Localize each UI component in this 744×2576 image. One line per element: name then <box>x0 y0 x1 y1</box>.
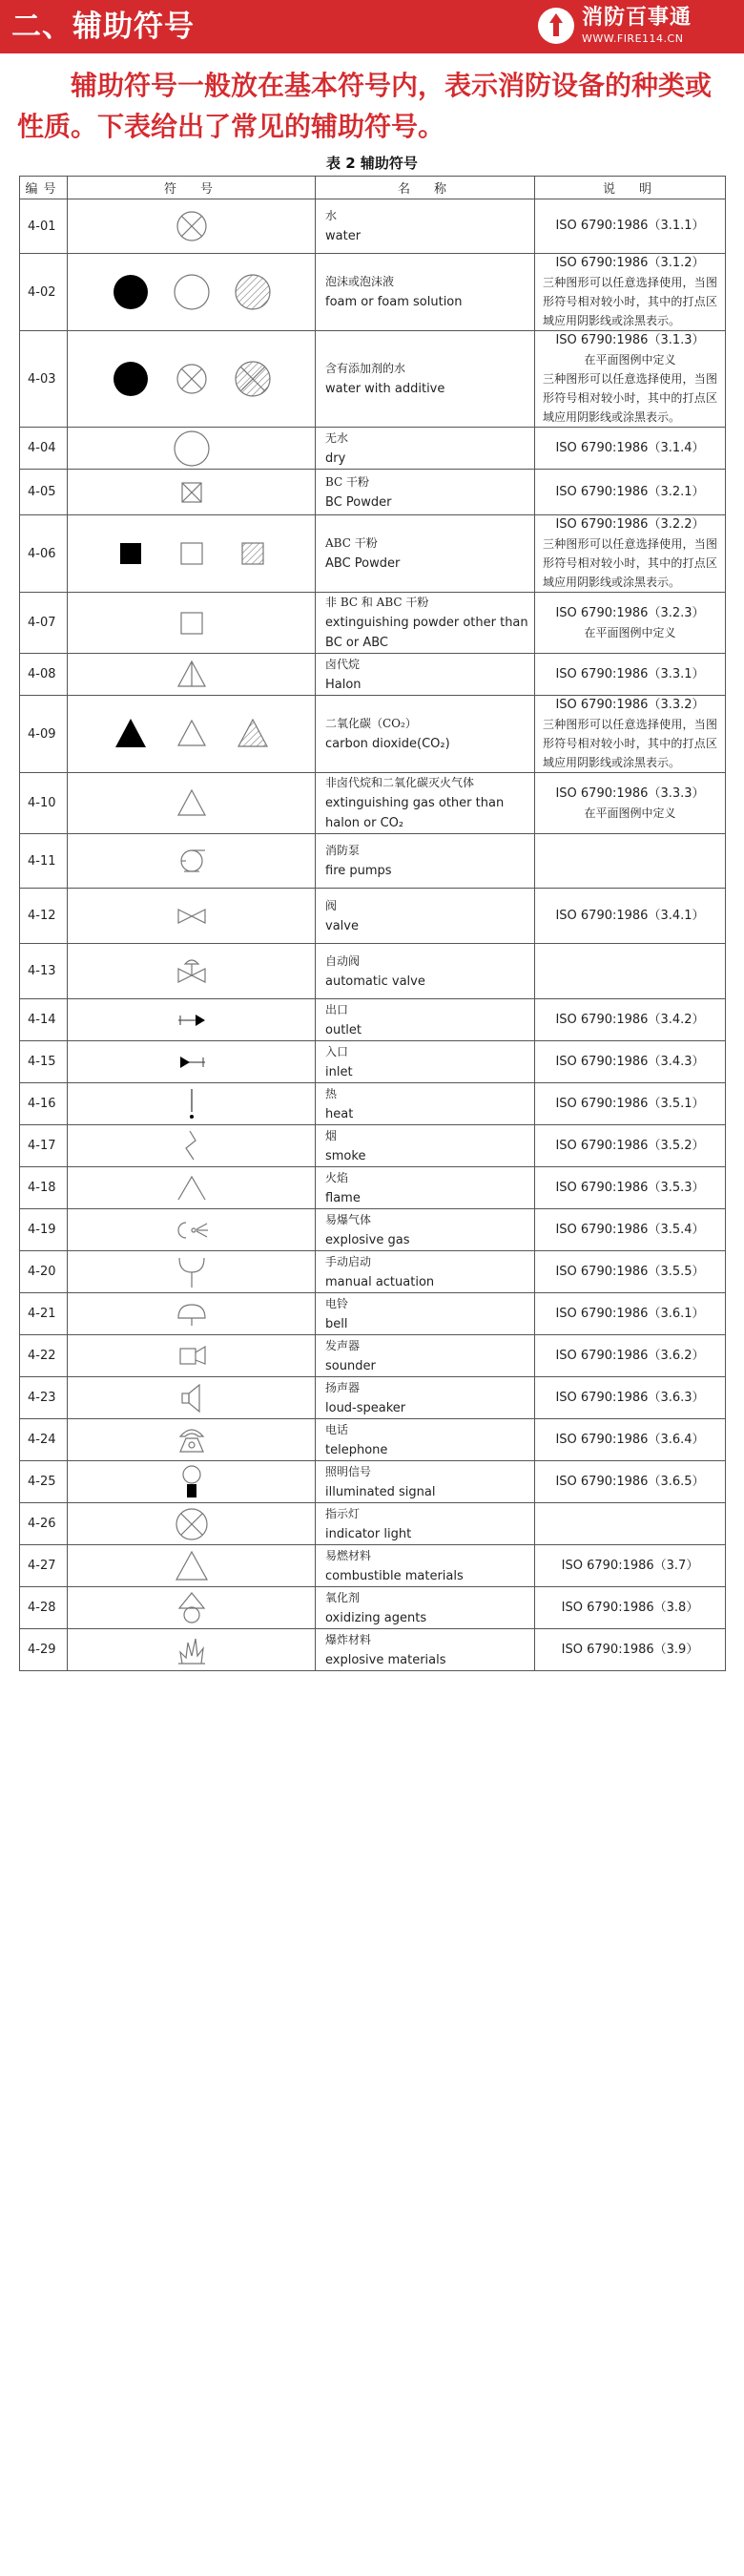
column-header-symbol: 符 号 <box>68 177 316 199</box>
description-note: 三种图形可以任意选择使用，当图形符号相对较小时，其中的打点区域应用阴影线或涂黑表示。 <box>543 276 717 327</box>
row-code: 4-04 <box>20 428 68 470</box>
description-standard: ISO 6790:1986（3.5.5） <box>555 1264 705 1279</box>
name-en: combustible materials <box>325 1568 464 1583</box>
row-name <box>316 1377 535 1419</box>
square-cross-icon <box>173 473 211 512</box>
name-en: foam or foam solution <box>325 295 463 309</box>
table-row <box>20 1377 726 1419</box>
name-zh: 手动启动 <box>325 1254 372 1268</box>
name-en: flame <box>325 1190 361 1205</box>
table-row <box>20 1125 726 1167</box>
row-description <box>535 1503 726 1545</box>
row-description <box>535 1629 726 1671</box>
name-en: smoke <box>325 1148 366 1163</box>
row-code: 4-07 <box>20 593 68 654</box>
row-code: 4-13 <box>20 944 68 999</box>
hatched-square-icon <box>234 534 272 573</box>
row-description <box>535 593 726 654</box>
name-zh: 烟 <box>325 1128 338 1142</box>
description-standard: ISO 6790:1986（3.6.5） <box>555 1474 705 1489</box>
row-symbol <box>68 654 316 696</box>
name-zh: ABC 干粉 <box>325 536 378 550</box>
hatched-circle-cross-icon <box>234 360 272 398</box>
description-standard: ISO 6790:1986（3.4.3） <box>555 1054 705 1069</box>
solid-square-icon <box>112 534 150 573</box>
name-en: extinguishing powder other than BC or ABC <box>325 616 528 650</box>
indicator-light-icon <box>173 1505 211 1543</box>
row-symbol <box>68 773 316 834</box>
table-row <box>20 773 726 834</box>
combustible-materials-icon <box>173 1547 211 1585</box>
row-symbol <box>68 944 316 999</box>
row-symbol <box>68 1041 316 1083</box>
row-description <box>535 944 726 999</box>
name-zh: 电话 <box>325 1422 349 1436</box>
row-name <box>316 331 535 428</box>
table-row <box>20 1629 726 1671</box>
row-description <box>535 1335 726 1377</box>
smoke-icon <box>173 1127 211 1165</box>
row-description <box>535 1293 726 1335</box>
description-standard: ISO 6790:1986（3.7） <box>561 1558 699 1573</box>
name-en: bell <box>325 1316 348 1331</box>
row-description <box>535 331 726 428</box>
row-code: 4-09 <box>20 696 68 773</box>
name-zh: 非卤代烷和二氧化碳灭火气体 <box>325 776 475 789</box>
row-description <box>535 1461 726 1503</box>
row-name <box>316 834 535 889</box>
name-zh: 非 BC 和 ABC 干粉 <box>325 596 429 609</box>
row-description <box>535 696 726 773</box>
description-standard: ISO 6790:1986（3.1.1） <box>555 219 705 233</box>
name-en: fire pumps <box>325 864 392 878</box>
name-en: explosive gas <box>325 1232 410 1247</box>
hatched-circle-icon <box>234 273 272 311</box>
section-title: 二、辅助符号 <box>11 10 195 44</box>
description-standard: ISO 6790:1986（3.9） <box>561 1642 699 1657</box>
hatched-triangle-icon <box>234 715 272 753</box>
row-symbol <box>68 1125 316 1167</box>
circle-cross-icon <box>173 207 211 245</box>
description-standard: ISO 6790:1986（3.1.3） <box>555 333 705 347</box>
row-description <box>535 773 726 834</box>
name-zh: 易燃材料 <box>325 1548 372 1562</box>
row-name <box>316 944 535 999</box>
row-code: 4-15 <box>20 1041 68 1083</box>
row-symbol <box>68 1377 316 1419</box>
description-note: 三种图形可以任意选择使用，当图形符号相对较小时，其中的打点区域应用阴影线或涂黑表示。 <box>543 537 717 589</box>
row-name <box>316 1545 535 1587</box>
row-description <box>535 834 726 889</box>
description-standard: ISO 6790:1986（3.4.2） <box>555 1012 705 1027</box>
table-row <box>20 1335 726 1377</box>
row-symbol <box>68 331 316 428</box>
description-standard: ISO 6790:1986（3.6.2） <box>555 1348 705 1363</box>
name-zh: 易爆气体 <box>325 1212 372 1226</box>
table-row <box>20 428 726 470</box>
row-symbol <box>68 1503 316 1545</box>
bell-icon <box>173 1295 211 1333</box>
table-row <box>20 1293 726 1335</box>
row-description <box>535 428 726 470</box>
row-symbol <box>68 1629 316 1671</box>
name-zh: 无水 <box>325 430 349 445</box>
description-standard: ISO 6790:1986（3.5.3） <box>555 1180 705 1195</box>
brand-logo[interactable] <box>538 4 729 50</box>
name-zh: 自动阀 <box>325 953 361 968</box>
row-description <box>535 999 726 1041</box>
row-symbol <box>68 515 316 593</box>
row-description <box>535 654 726 696</box>
row-description <box>535 254 726 331</box>
manual-actuation-icon <box>173 1253 211 1291</box>
table-row <box>20 1587 726 1629</box>
row-name <box>316 1335 535 1377</box>
row-name <box>316 1167 535 1209</box>
table-row <box>20 593 726 654</box>
row-code: 4-18 <box>20 1167 68 1209</box>
row-symbol <box>68 889 316 944</box>
description-standard: ISO 6790:1986（3.2.2） <box>555 517 705 532</box>
name-zh: 阀 <box>325 898 338 912</box>
table-row <box>20 1209 726 1251</box>
description-legend-note: 在平面图例中定义 <box>584 625 676 639</box>
name-en: loud-speaker <box>325 1400 406 1415</box>
table-row <box>20 470 726 515</box>
table-row <box>20 944 726 999</box>
name-zh: 指示灯 <box>325 1506 361 1520</box>
row-symbol <box>68 1335 316 1377</box>
name-en: explosive materials <box>325 1652 446 1667</box>
name-zh: 消防泵 <box>325 844 361 857</box>
name-zh: 入口 <box>325 1044 349 1058</box>
description-standard: ISO 6790:1986（3.5.1） <box>555 1096 705 1111</box>
row-code: 4-02 <box>20 254 68 331</box>
row-code: 4-25 <box>20 1461 68 1503</box>
description-standard: ISO 6790:1986（3.2.1） <box>555 484 705 499</box>
row-code: 4-17 <box>20 1125 68 1167</box>
row-name <box>316 1503 535 1545</box>
row-description <box>535 1545 726 1587</box>
table-row <box>20 1083 726 1125</box>
row-description <box>535 470 726 515</box>
row-description <box>535 199 726 254</box>
description-standard: ISO 6790:1986（3.1.2） <box>555 256 705 270</box>
table-row <box>20 1041 726 1083</box>
name-en: heat <box>325 1106 354 1121</box>
row-description <box>535 1083 726 1125</box>
description-standard: ISO 6790:1986（3.2.3） <box>555 605 705 620</box>
loud-speaker-icon <box>173 1379 211 1417</box>
description-note: 三种图形可以任意选择使用，当图形符号相对较小时，其中的打点区域应用阴影线或涂黑表示。 <box>543 372 717 424</box>
row-name <box>316 1629 535 1671</box>
row-symbol <box>68 1461 316 1503</box>
name-en: extinguishing gas other than halon or CO₂ <box>325 796 505 830</box>
name-zh: 水 <box>325 209 338 222</box>
description-standard: ISO 6790:1986（3.6.4） <box>555 1432 705 1447</box>
inlet-icon <box>173 1043 211 1081</box>
row-name <box>316 470 535 515</box>
row-name <box>316 889 535 944</box>
row-code: 4-10 <box>20 773 68 834</box>
table-row <box>20 1167 726 1209</box>
name-zh: BC 干粉 <box>325 474 370 489</box>
name-zh: 氧化剂 <box>325 1590 361 1604</box>
row-name <box>316 1209 535 1251</box>
row-name <box>316 999 535 1041</box>
row-name <box>316 696 535 773</box>
row-symbol <box>68 696 316 773</box>
name-zh: 出口 <box>325 1002 349 1016</box>
row-symbol <box>68 254 316 331</box>
row-code: 4-20 <box>20 1251 68 1293</box>
flame-icon <box>173 1169 211 1207</box>
table-row <box>20 254 726 331</box>
name-zh: 爆炸材料 <box>325 1632 372 1646</box>
row-code: 4-21 <box>20 1293 68 1335</box>
solid-circle-icon <box>112 273 150 311</box>
table-row <box>20 1251 726 1293</box>
empty-triangle-icon <box>173 715 211 753</box>
row-code: 4-08 <box>20 654 68 696</box>
description-standard: ISO 6790:1986（3.5.2） <box>555 1138 705 1153</box>
row-name <box>316 515 535 593</box>
triangle-line-icon <box>173 656 211 694</box>
logo-name: 消防百事通 <box>582 6 692 30</box>
description-standard: ISO 6790:1986（3.5.4） <box>555 1222 705 1237</box>
row-symbol <box>68 1587 316 1629</box>
name-zh: 扬声器 <box>325 1380 361 1394</box>
row-code: 4-03 <box>20 331 68 428</box>
row-symbol <box>68 470 316 515</box>
row-description <box>535 1167 726 1209</box>
name-en: oxidizing agents <box>325 1610 427 1625</box>
table-row <box>20 1545 726 1587</box>
row-code: 4-16 <box>20 1083 68 1125</box>
description-standard: ISO 6790:1986（3.3.3） <box>555 785 705 801</box>
empty-circle-icon <box>173 273 211 311</box>
intro-text: 辅助符号一般放在基本符号内，表示消防设备的种类或性质。下表给出了常见的辅助符号。 <box>17 70 713 142</box>
name-zh: 火焰 <box>325 1170 349 1184</box>
row-name <box>316 1041 535 1083</box>
table-row <box>20 199 726 254</box>
row-symbol <box>68 1209 316 1251</box>
row-description <box>535 1377 726 1419</box>
name-zh: 热 <box>325 1086 338 1100</box>
row-name <box>316 773 535 834</box>
name-en: outlet <box>325 1022 362 1037</box>
row-symbol <box>68 1419 316 1461</box>
row-description <box>535 889 726 944</box>
row-name <box>316 1587 535 1629</box>
name-en: automatic valve <box>325 974 425 989</box>
column-header-description: 说 明 <box>535 177 726 199</box>
row-name <box>316 654 535 696</box>
table-header-row <box>20 177 726 199</box>
description-note: 三种图形可以任意选择使用，当图形符号相对较小时，其中的打点区域应用阴影线或涂黑表示。 <box>543 718 717 769</box>
explosive-materials-icon <box>173 1631 211 1669</box>
row-code: 4-05 <box>20 470 68 515</box>
row-description <box>535 1419 726 1461</box>
name-en: illuminated signal <box>325 1484 436 1499</box>
row-symbol <box>68 999 316 1041</box>
name-en: ABC Powder <box>325 556 401 571</box>
name-en: Halon <box>325 677 362 692</box>
table-body <box>20 199 726 1671</box>
column-header-name: 名 称 <box>316 177 535 199</box>
row-code: 4-06 <box>20 515 68 593</box>
oxidizing-agents-icon <box>173 1589 211 1627</box>
outlet-icon <box>173 1001 211 1039</box>
row-symbol <box>68 1167 316 1209</box>
row-code: 4-27 <box>20 1545 68 1587</box>
table-caption: 表 2 辅助符号 <box>326 155 418 172</box>
table-row <box>20 515 726 593</box>
row-description <box>535 1125 726 1167</box>
table-row <box>20 331 726 428</box>
row-code: 4-12 <box>20 889 68 944</box>
name-en: manual actuation <box>325 1274 435 1289</box>
row-description <box>535 1209 726 1251</box>
illuminated-signal-icon <box>173 1463 211 1501</box>
row-code: 4-23 <box>20 1377 68 1419</box>
valve-icon <box>173 897 211 935</box>
description-standard: ISO 6790:1986（3.1.4） <box>555 440 705 455</box>
row-code: 4-01 <box>20 199 68 254</box>
solid-triangle-icon <box>112 715 150 753</box>
row-description <box>535 1251 726 1293</box>
row-code: 4-24 <box>20 1419 68 1461</box>
row-name <box>316 1125 535 1167</box>
row-name <box>316 254 535 331</box>
row-name <box>316 199 535 254</box>
name-en: valve <box>325 918 359 933</box>
row-symbol <box>68 834 316 889</box>
name-zh: 发声器 <box>325 1338 361 1352</box>
table-row <box>20 1461 726 1503</box>
name-zh: 卤代烷 <box>325 657 361 671</box>
table-row <box>20 834 726 889</box>
row-symbol <box>68 593 316 654</box>
table-row <box>20 889 726 944</box>
description-standard: ISO 6790:1986（3.6.3） <box>555 1390 705 1405</box>
name-zh: 二氧化碳（CO₂） <box>325 717 417 730</box>
description-standard: ISO 6790:1986（3.8） <box>561 1600 699 1615</box>
row-name <box>316 1419 535 1461</box>
row-name <box>316 1251 535 1293</box>
name-zh: 照明信号 <box>325 1464 372 1478</box>
name-en: telephone <box>325 1442 388 1457</box>
row-code: 4-26 <box>20 1503 68 1545</box>
name-en: water with additive <box>325 382 445 396</box>
telephone-icon <box>173 1421 211 1459</box>
table-row <box>20 654 726 696</box>
name-en: water <box>325 229 362 243</box>
row-description <box>535 1587 726 1629</box>
intro-paragraph <box>17 65 733 147</box>
solid-circle-icon <box>112 360 150 398</box>
row-code: 4-14 <box>20 999 68 1041</box>
row-description <box>535 1041 726 1083</box>
row-name <box>316 1461 535 1503</box>
name-zh: 泡沫或泡沫液 <box>325 275 395 288</box>
table-row <box>20 999 726 1041</box>
row-symbol <box>68 1083 316 1125</box>
row-name <box>316 428 535 470</box>
column-header-code: 编号 <box>20 177 68 199</box>
name-en: indicator light <box>325 1526 412 1541</box>
name-zh: 电铃 <box>325 1296 349 1310</box>
row-symbol <box>68 1293 316 1335</box>
empty-square-icon <box>173 604 211 642</box>
description-standard: ISO 6790:1986（3.3.2） <box>555 698 705 712</box>
description-standard: ISO 6790:1986（3.3.1） <box>555 666 705 681</box>
row-description <box>535 515 726 593</box>
empty-circle-icon <box>173 429 211 468</box>
explosive-gas-icon <box>173 1211 211 1249</box>
row-code: 4-22 <box>20 1335 68 1377</box>
row-code: 4-11 <box>20 834 68 889</box>
row-symbol <box>68 428 316 470</box>
description-legend-note: 在平面图例中定义 <box>584 806 676 820</box>
description-standard: ISO 6790:1986（3.6.1） <box>555 1306 705 1321</box>
name-en: dry <box>325 450 346 466</box>
description-standard: ISO 6790:1986（3.4.1） <box>555 908 705 923</box>
auxiliary-symbols-table <box>19 176 726 1671</box>
circle-cross-icon <box>173 360 211 398</box>
page-header <box>0 0 744 53</box>
table-row <box>20 1419 726 1461</box>
name-en: inlet <box>325 1064 353 1079</box>
name-en: carbon dioxide(CO₂) <box>325 737 450 751</box>
row-name <box>316 1293 535 1335</box>
logo-url: WWW.FIRE114.CN <box>582 32 684 45</box>
row-name <box>316 593 535 654</box>
table-row <box>20 696 726 773</box>
name-zh: 含有添加剂的水 <box>325 362 406 375</box>
row-code: 4-29 <box>20 1629 68 1671</box>
row-name <box>316 1083 535 1125</box>
row-symbol <box>68 1251 316 1293</box>
empty-triangle-icon <box>173 785 211 823</box>
fire-pump-icon <box>173 842 211 880</box>
table-row <box>20 1503 726 1545</box>
row-code: 4-19 <box>20 1209 68 1251</box>
row-symbol <box>68 199 316 254</box>
logo-emblem-icon <box>538 8 574 44</box>
name-en: BC Powder <box>325 494 392 510</box>
name-en: sounder <box>325 1358 376 1373</box>
sounder-icon <box>173 1337 211 1375</box>
row-symbol <box>68 1545 316 1587</box>
heat-icon <box>173 1085 211 1123</box>
empty-square-icon <box>173 534 211 573</box>
description-legend-note: 在平面图例中定义 <box>584 353 676 367</box>
automatic-valve-icon <box>173 953 211 991</box>
row-code: 4-28 <box>20 1587 68 1629</box>
